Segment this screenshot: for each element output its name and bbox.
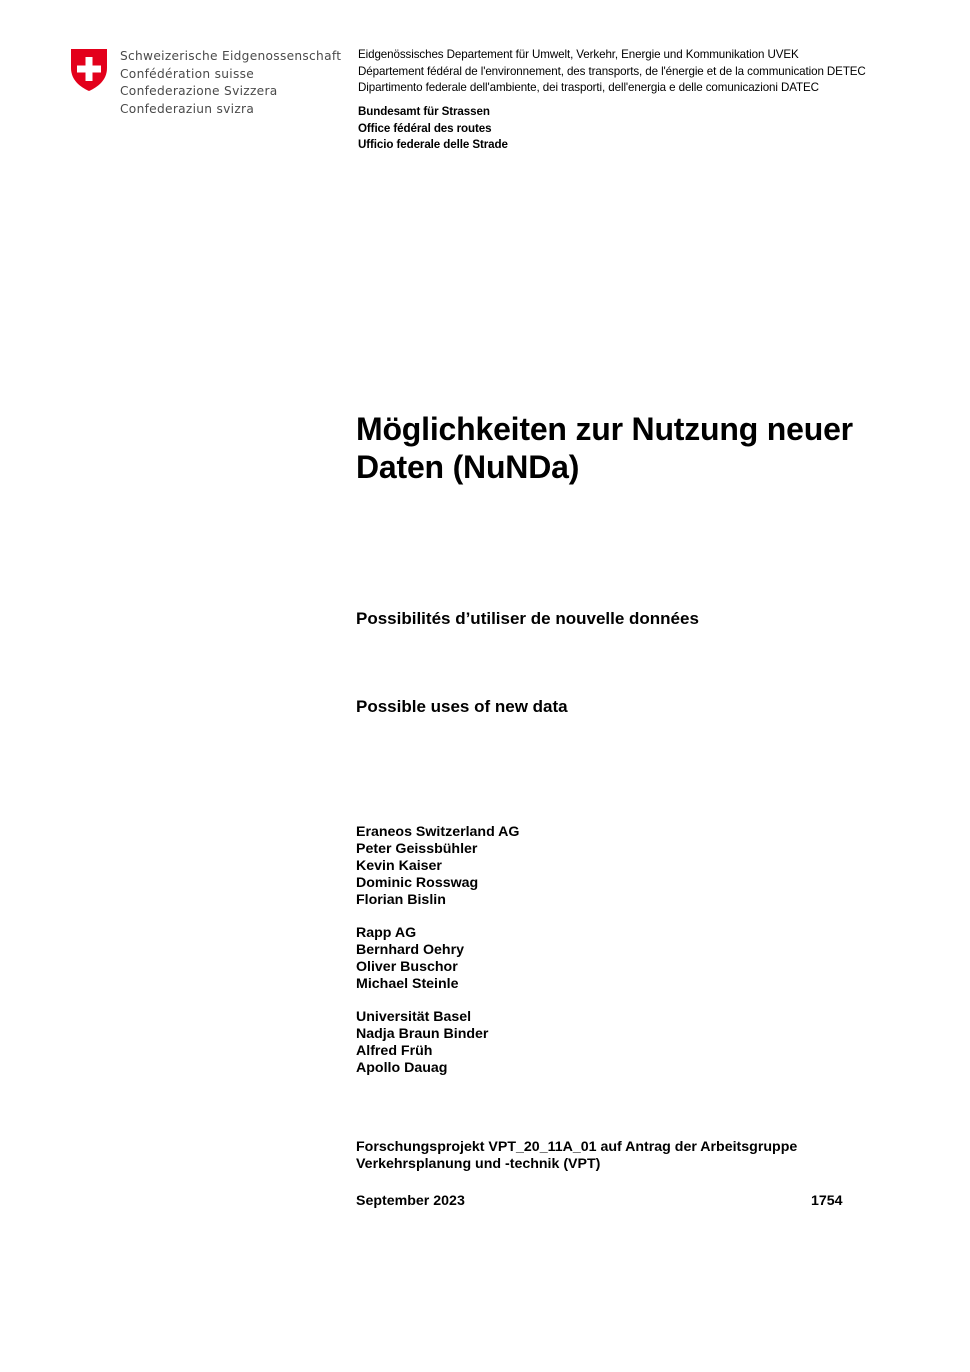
author-name: Oliver Buschor [356, 959, 458, 975]
author-name: Dominic Rosswag [356, 875, 479, 891]
office-line-it: Ufficio federale delle Strade [358, 138, 508, 151]
author-name: Michael Steinle [356, 976, 459, 992]
author-name: Alfred Früh [356, 1043, 433, 1059]
author-name: Florian Bislin [356, 892, 446, 908]
department-line-it: Dipartimento federale dell'ambiente, dei trasporti, dell'energia e delle comunicazioni DATEC [358, 81, 819, 94]
confederation-name-de: Schweizerische Eidgenossenschaft [120, 49, 342, 63]
author-name: Nadja Braun Binder [356, 1026, 489, 1042]
author-group-rapp [356, 925, 519, 993]
author-group-eraneos [356, 824, 519, 909]
department-header [358, 47, 866, 97]
author-name: Bernhard Oehry [356, 942, 465, 958]
author-organization: Rapp AG [356, 925, 417, 941]
subtitle-french: Possibilités d’utiliser de nouvelle données [356, 609, 699, 628]
author-organization: Eraneos Switzerland AG [356, 824, 520, 840]
project-line: Forschungsprojekt VPT_20_11A_01 auf Antrag der Arbeitsgruppe [356, 1139, 798, 1155]
office-line-de: Bundesamt für Strassen [358, 105, 490, 118]
office-header [358, 104, 508, 154]
confederation-name-it: Confederazione Svizzera [120, 84, 278, 98]
subtitle-english: Possible uses of new data [356, 697, 568, 716]
confederation-name-rm: Confederaziun svizra [120, 101, 255, 116]
department-line-de: Eidgenössisches Departement für Umwelt, Verkehr, Energie und Kommunikation UVEK [358, 48, 799, 61]
department-line-fr: Département fédéral de l'environnement, des transports, de l'énergie et de la communication DETEC [358, 64, 866, 78]
author-group-unibas [356, 1009, 519, 1077]
swiss-shield-icon [70, 48, 108, 92]
report-title: Möglichkeiten zur Nutzung neuer Daten (NuNDa) [356, 411, 853, 485]
confederation-logo [70, 46, 340, 126]
author-organization: Universität Basel [356, 1009, 472, 1025]
confederation-name-fr: Confédération suisse [120, 66, 255, 81]
confederation-names [120, 48, 341, 118]
report-number: 1754 [811, 1193, 843, 1209]
author-name: Kevin Kaiser [356, 858, 442, 874]
author-name: Apollo Dauag [356, 1060, 448, 1076]
project-line: Verkehrsplanung und -technik (VPT) [356, 1156, 601, 1172]
office-line-fr: Office fédéral des routes [358, 121, 492, 135]
publication-date: September 2023 [356, 1193, 465, 1209]
project-info [356, 1139, 797, 1173]
authors-section [356, 824, 519, 1093]
author-name: Peter Geissbühler [356, 841, 478, 857]
